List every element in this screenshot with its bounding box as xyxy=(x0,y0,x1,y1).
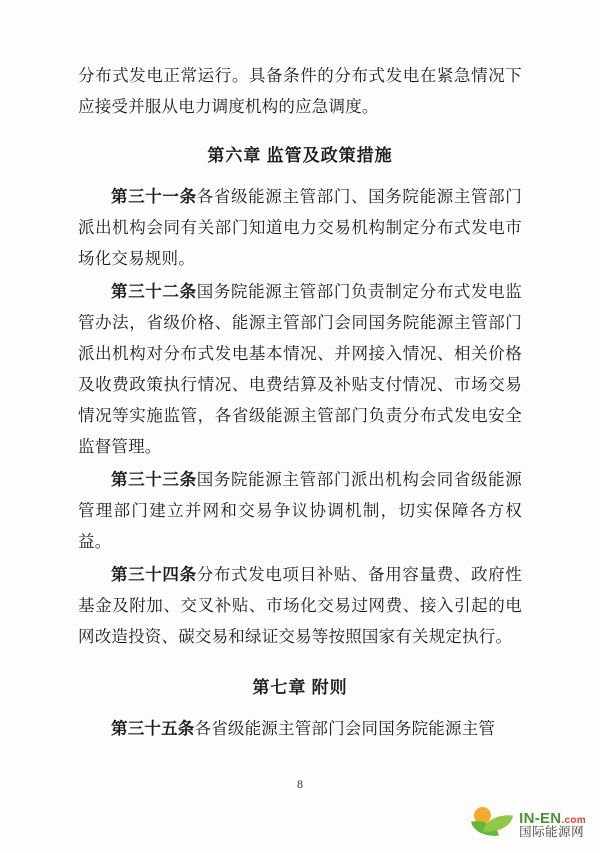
article-32-label: 第三十二条 xyxy=(111,282,197,301)
article-31 xyxy=(78,181,522,274)
document-body xyxy=(78,60,522,746)
article-34-label: 第三十四条 xyxy=(111,565,197,584)
article-32-text: 国务院能源主管部门负责制定分布式发电监管办法，省级价格、能源主管部门会同国务院能源主管部门派出机构对分布式发电基本情况、并网接入情况、相关价格及收费政策执行情况、电费结算及补贴支付情况、市场交易情况等实施监管，各省级能源主管部门负责分布式发电安全监督管理。 xyxy=(78,282,522,456)
sun-leaf-logo-icon xyxy=(470,805,514,845)
article-35 xyxy=(78,713,522,744)
article-33 xyxy=(78,464,522,557)
watermark-domain: .com xyxy=(561,814,586,826)
article-33-label: 第三十三条 xyxy=(111,470,197,489)
watermark-chinese: 国际能源网 xyxy=(519,825,585,840)
article-35-text: 各省级能源主管部门会同国务院能源主管 xyxy=(194,719,496,738)
watermark xyxy=(470,805,586,845)
watermark-english-label: IN-EN xyxy=(519,809,562,827)
article-31-text: 各省级能源主管部门、国务院能源主管部门派出机构会同有关部门知道电力交易机构制定分布式发电市场化交易规则。 xyxy=(78,187,522,268)
article-32 xyxy=(78,276,522,462)
article-31-label: 第三十一条 xyxy=(111,187,197,206)
chapter-six-heading: 第六章 监管及政策措施 xyxy=(207,146,393,165)
article-34 xyxy=(78,559,522,652)
article-33-text: 国务院能源主管部门派出机构会同省级能源管理部门建立并网和交易争议协调机制，切实保障各方权益。 xyxy=(78,470,522,551)
paragraph-continued: 分布式发电正常运行。具备条件的分布式发电在紧急情况下应接受并服从电力调度机构的应急调度。 xyxy=(78,66,522,116)
article-35-label: 第三十五条 xyxy=(111,719,195,738)
page-number: 8 xyxy=(297,777,303,791)
chapter-seven-heading: 第七章 附则 xyxy=(252,678,348,697)
watermark-text xyxy=(519,811,586,840)
article-34-text: 分布式发电项目补贴、备用容量费、政府性基金及附加、交叉补贴、市场化交易过网费、接入引起的电网改造投资、碳交易和绿证交易等按照国家有关规定执行。 xyxy=(78,565,522,646)
watermark-english xyxy=(519,811,586,827)
